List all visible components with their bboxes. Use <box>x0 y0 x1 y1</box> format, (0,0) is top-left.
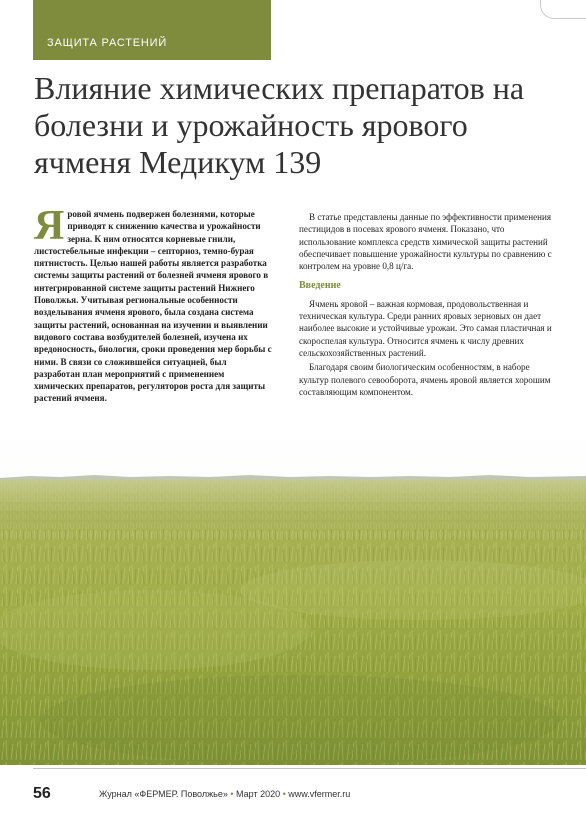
decorative-corner-line <box>540 0 586 19</box>
article-body-column <box>299 211 554 398</box>
journal-name: Журнал «ФЕРМЕР. Поволжье» <box>99 789 228 799</box>
barley-field-photo <box>0 430 586 765</box>
footer-info <box>99 789 350 799</box>
section-rubric-label: ЗАЩИТА РАСТЕНИЙ <box>47 37 168 49</box>
separator-dot: • <box>282 789 286 799</box>
website-link[interactable]: www.vfermer.ru <box>288 789 351 799</box>
section-heading: Введение <box>299 280 341 292</box>
footer-divider <box>33 768 586 769</box>
body-paragraph: Ячмень яровой – важная кормовая, продовольственная и техническая культура. Среди ранних яровых зерновых он дает наиболее высокие и устойчивые урожаи. Это самая пластичная и скороспелая культура. Относится ячмень к числу древних сельскохозяйственных растений. <box>299 298 552 358</box>
lead-text: ровой ячмень подвержен болезнями, которые приводят к снижению качества и урожайности зерна. К ним относятся корневые гнили, листостебельные инфекции – септориоз, темно-бурая пятнистость. Целью нашей работы является разработка системы защиты растений от болезней ячменя ярового в интегрированной системе защиты растений Нижнего Поволжья. Учитывая региональные особенности возделывания ячменя ярового, была создана система защиты растений, основанная на изучении и выявлении видового состава возбудителей болезней, изучена их вредоносность, биология, сроки проведения мер борьбы с ними. В связи со сложившейся ситуацией, был разработан план мероприятий с применением химических препаратов, регуляторов роста для защиты растений ячменя. <box>34 209 272 404</box>
article-title: Влияние химических препаратов на болезни и урожайность ярового ячменя Медикум 139 <box>34 70 525 180</box>
section-rubric-banner <box>33 0 271 60</box>
article-lead <box>34 203 274 405</box>
intro-paragraph: В статье представлены данные по эффективности применения пестицидов в посевах ярового ячменя. Показано, что использование комплекса средств химической защиты растений обеспечивает повышение урожайности культуры по сравнению с контролем на уровне 0,8 ц/га. <box>299 212 552 272</box>
separator-dot: • <box>230 789 234 799</box>
drop-cap: Я <box>34 203 65 249</box>
body-paragraph: Благодаря своим биологическим особенностям, в наборе культур полевого севооборота, ячмень яровой является хорошим составляющим компонентом. <box>299 362 551 397</box>
issue-date: Март 2020 <box>236 789 281 799</box>
page-number: 56 <box>33 785 51 802</box>
